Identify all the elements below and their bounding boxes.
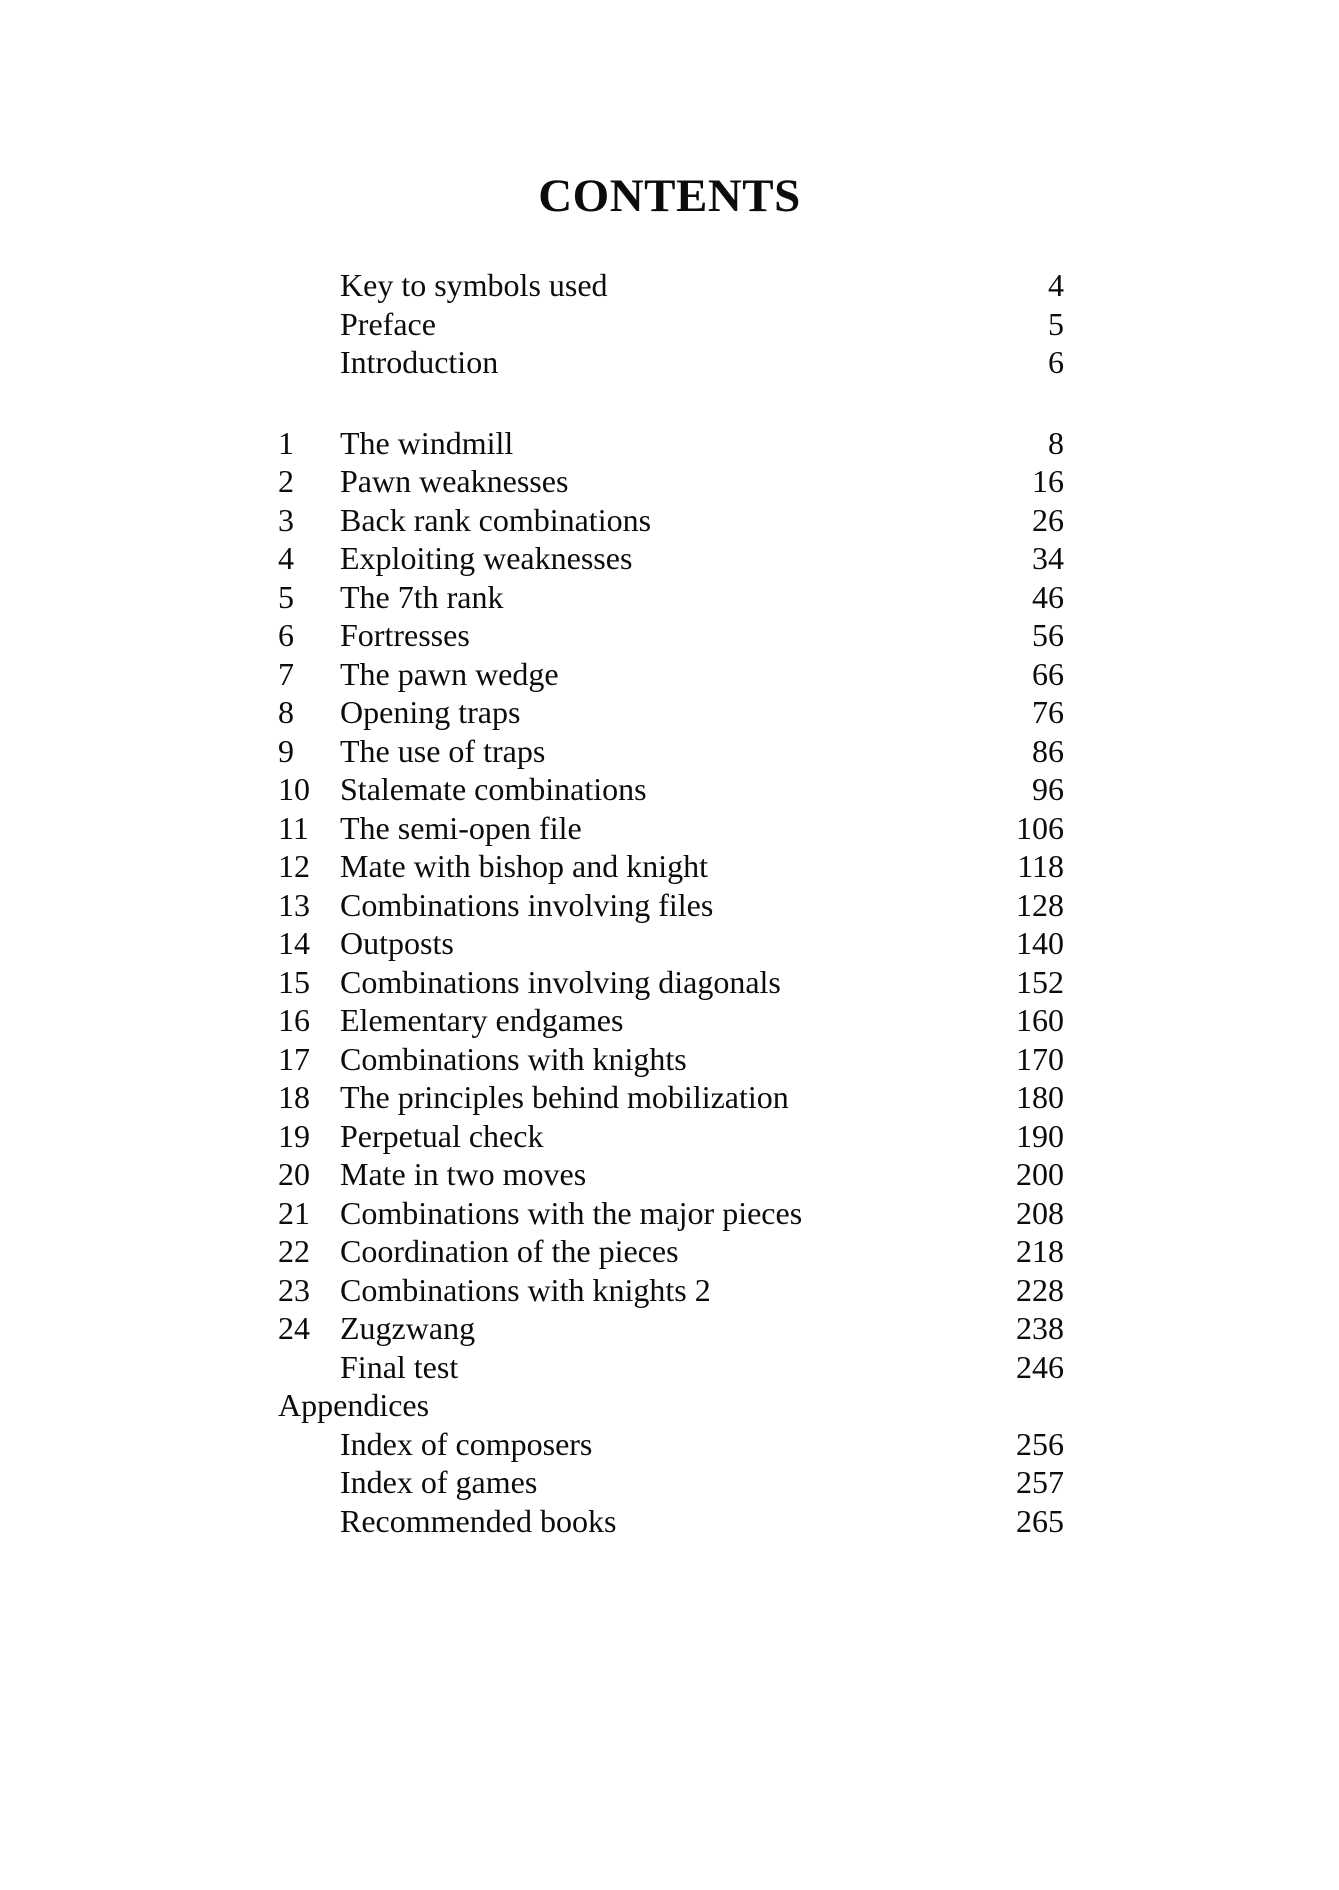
entry-title: The principles behind mobilization [340, 1079, 789, 1115]
entry-title: The pawn wedge [340, 655, 559, 692]
entry-page-number: 208 [1016, 1194, 1064, 1231]
appendices-heading-row [278, 1386, 1064, 1425]
page-title: CONTENTS [538, 170, 801, 222]
entry-title: Combinations involving files [340, 886, 714, 923]
entry-title: Exploiting weaknesses [340, 540, 633, 576]
appendices-heading-label: Appendices [278, 1387, 430, 1423]
toc-row [278, 886, 1064, 925]
entry-title: Mate with bishop and knight [340, 848, 708, 884]
entry-page-number: 106 [1016, 809, 1064, 846]
toc-row [278, 1348, 1064, 1387]
chapter-number: 24 [278, 1310, 310, 1346]
entry-title: The windmill [340, 424, 514, 461]
toc-row [278, 501, 1064, 540]
entry-page-number: 34 [1032, 540, 1064, 576]
chapter-number: 12 [278, 848, 310, 884]
front-matter-section [278, 266, 1064, 382]
chapter-number: 22 [278, 1233, 310, 1269]
toc-row [278, 462, 1064, 501]
entry-title: The 7th rank [340, 578, 504, 615]
entry-page-number: 152 [1016, 963, 1064, 1000]
chapter-number: 16 [278, 1002, 310, 1038]
entry-title: Coordination of the pieces [340, 1233, 679, 1269]
entry-title: Preface [340, 305, 436, 342]
chapter-number: 8 [278, 694, 294, 730]
chapter-number: 15 [278, 963, 310, 1000]
entry-title: Final test [340, 1348, 459, 1385]
toc-row [278, 809, 1064, 848]
chapter-number: 7 [278, 655, 294, 692]
entry-page-number: 118 [1017, 848, 1064, 884]
chapter-number: 18 [278, 1079, 310, 1115]
toc-row [278, 578, 1064, 617]
entry-title: Index of games [340, 1464, 538, 1500]
toc-row [278, 732, 1064, 771]
chapter-number: 17 [278, 1040, 310, 1077]
entry-page-number: 265 [1016, 1502, 1064, 1539]
entry-page-number: 96 [1032, 771, 1064, 807]
toc-row [278, 539, 1064, 578]
chapter-number: 3 [278, 501, 294, 538]
toc-row [278, 924, 1064, 963]
entry-page-number: 140 [1016, 925, 1064, 961]
entry-page-number: 26 [1032, 501, 1064, 538]
entry-title: Introduction [340, 344, 499, 380]
entry-title: Pawn weaknesses [340, 463, 569, 499]
entry-page-number: 256 [1016, 1425, 1064, 1462]
entry-title: Index of composers [340, 1425, 593, 1462]
chapter-number: 2 [278, 463, 294, 499]
toc-row [278, 305, 1064, 344]
appendices-section [278, 1425, 1064, 1541]
entry-page-number: 76 [1032, 694, 1064, 730]
entry-page-number: 46 [1032, 578, 1064, 615]
toc-row [278, 1463, 1064, 1502]
toc-row [278, 1078, 1064, 1117]
chapter-number: 10 [278, 771, 310, 807]
entry-page-number: 218 [1016, 1233, 1064, 1269]
entry-title: Combinations involving diagonals [340, 963, 781, 1000]
entry-page-number: 66 [1032, 655, 1064, 692]
toc-row [278, 1502, 1064, 1541]
table-of-contents [278, 266, 1064, 1540]
entry-title: Fortresses [340, 617, 470, 653]
chapter-number: 23 [278, 1271, 310, 1308]
chapter-number: 19 [278, 1117, 310, 1154]
toc-row [278, 693, 1064, 732]
chapter-number: 11 [278, 809, 309, 846]
entry-page-number: 8 [1048, 424, 1064, 461]
entry-page-number: 200 [1016, 1156, 1064, 1192]
toc-row [278, 1232, 1064, 1271]
toc-row [278, 1309, 1064, 1348]
chapter-number: 4 [278, 540, 294, 576]
entry-title: Recommended books [340, 1502, 617, 1539]
entry-page-number: 56 [1032, 617, 1064, 653]
entry-page-number: 170 [1016, 1040, 1064, 1077]
toc-row [278, 963, 1064, 1002]
entry-title: Back rank combinations [340, 501, 652, 538]
toc-row [278, 1040, 1064, 1079]
entry-page-number: 4 [1048, 267, 1064, 303]
toc-row [278, 343, 1064, 382]
entry-title: Opening traps [340, 694, 521, 730]
entry-title: Elementary endgames [340, 1002, 624, 1038]
chapters-section [278, 424, 1064, 1387]
entry-title: Combinations with knights [340, 1040, 687, 1077]
toc-row [278, 266, 1064, 305]
entry-page-number: 160 [1016, 1002, 1064, 1038]
chapter-number: 13 [278, 886, 310, 923]
chapter-number: 1 [278, 424, 294, 461]
chapter-number: 5 [278, 578, 294, 615]
entry-title: Combinations with the major pieces [340, 1194, 803, 1231]
entry-page-number: 128 [1016, 886, 1064, 923]
entry-title: Stalemate combinations [340, 771, 647, 807]
toc-row [278, 770, 1064, 809]
entry-title: Mate in two moves [340, 1156, 587, 1192]
entry-page-number: 257 [1016, 1464, 1064, 1500]
chapter-number: 14 [278, 925, 310, 961]
entry-page-number: 6 [1048, 344, 1064, 380]
toc-row [278, 1194, 1064, 1233]
toc-row [278, 1155, 1064, 1194]
entry-title: Perpetual check [340, 1117, 544, 1154]
entry-title: The semi-open file [340, 809, 582, 846]
toc-row [278, 655, 1064, 694]
chapter-number: 21 [278, 1194, 310, 1231]
entry-page-number: 190 [1016, 1117, 1064, 1154]
toc-row [278, 424, 1064, 463]
entry-page-number: 228 [1016, 1271, 1064, 1308]
entry-title: Combinations with knights 2 [340, 1271, 711, 1308]
chapter-number: 6 [278, 617, 294, 653]
toc-row [278, 847, 1064, 886]
entry-page-number: 86 [1032, 732, 1064, 769]
toc-row [278, 1001, 1064, 1040]
entry-page-number: 238 [1016, 1310, 1064, 1346]
chapter-number: 9 [278, 732, 294, 769]
entry-title: The use of traps [340, 732, 546, 769]
toc-row [278, 1271, 1064, 1310]
entry-title: Zugzwang [340, 1310, 476, 1346]
entry-page-number: 246 [1016, 1348, 1064, 1385]
chapter-number: 20 [278, 1156, 310, 1192]
entry-page-number: 16 [1032, 463, 1064, 499]
toc-row [278, 1117, 1064, 1156]
entry-page-number: 5 [1048, 305, 1064, 342]
entry-title: Key to symbols used [340, 267, 608, 303]
toc-row [278, 616, 1064, 655]
toc-row [278, 1425, 1064, 1464]
entry-page-number: 180 [1016, 1079, 1064, 1115]
entry-title: Outposts [340, 925, 454, 961]
